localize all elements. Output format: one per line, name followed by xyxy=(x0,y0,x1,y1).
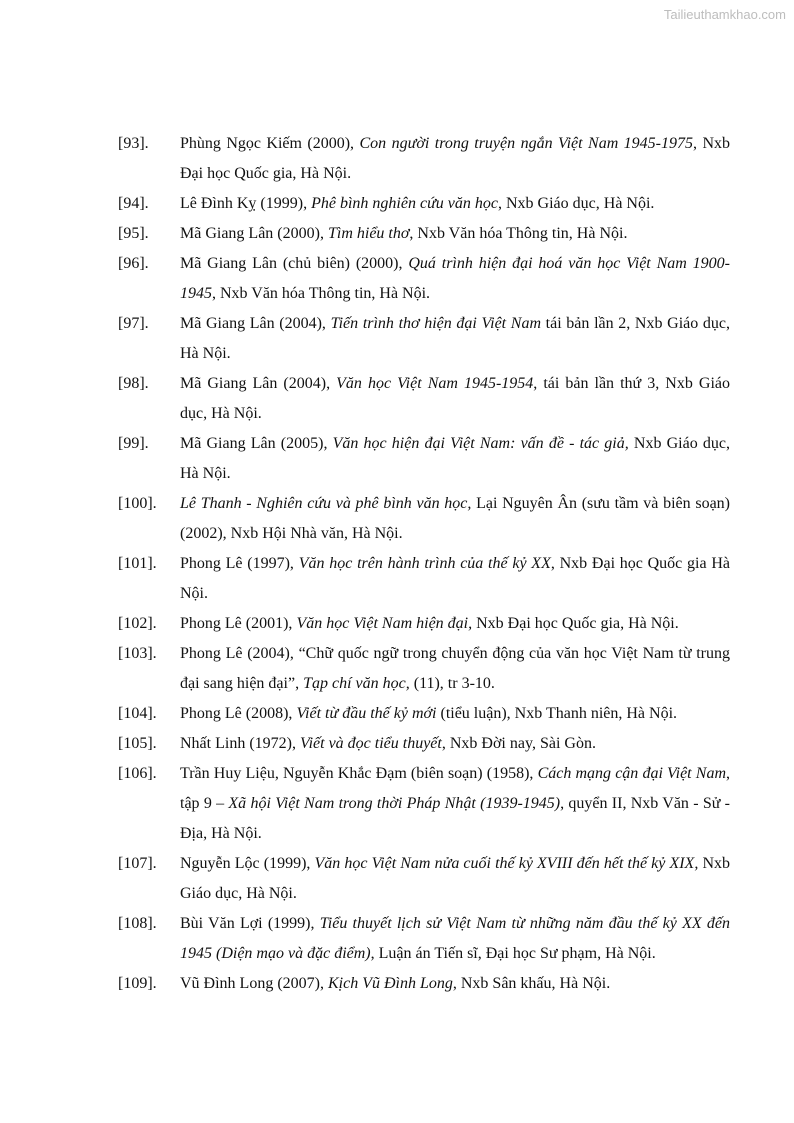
watermark: Tailieuthamkhao.com xyxy=(663,7,786,22)
reference-number: [104]. xyxy=(118,705,157,722)
reference-segment: Mã Giang Lân (2004), xyxy=(180,315,331,332)
reference-title: Xã hội Việt Nam trong thời Pháp Nhật (1939-1945) xyxy=(228,795,561,812)
reference-segment: Nguyễn Lộc (1999), xyxy=(180,855,315,872)
reference-text xyxy=(180,369,730,429)
reference-segment: Nxb Giáo dục, Hà Nội. xyxy=(180,855,731,902)
reference-title: Viết và đọc tiểu thuyết xyxy=(299,735,442,752)
reference-entry xyxy=(118,219,730,249)
reference-number: [103]. xyxy=(118,645,157,662)
reference-segment: Phong Lê (2001), xyxy=(180,615,297,632)
reference-segment: Mã Giang Lân (chủ biên) (2000), xyxy=(180,255,409,272)
reference-segment: Nxb Đại học Quốc gia, Hà Nội. xyxy=(472,615,679,632)
reference-text xyxy=(180,849,730,909)
reference-number: [100]. xyxy=(118,495,157,512)
reference-title: Văn học Việt Nam hiện đại, xyxy=(296,615,473,632)
reference-text xyxy=(180,609,730,639)
reference-number: [101]. xyxy=(118,555,157,572)
reference-number: [106]. xyxy=(118,765,157,782)
reference-entry xyxy=(118,609,730,639)
reference-title: Quá trình hiện đại hoá văn học Việt Nam 1900- 1945 xyxy=(180,255,731,302)
reference-number: [93]. xyxy=(118,135,149,152)
reference-entry xyxy=(118,969,730,999)
reference-segment: Nhất Linh (1972), xyxy=(180,735,300,752)
reference-segment: tái bản lần 2, Nxb Giáo dục, Hà Nội. xyxy=(180,315,730,362)
reference-entry xyxy=(118,759,730,849)
reference-text xyxy=(180,969,730,999)
reference-segment: (tiểu luận), Nxb Thanh niên, Hà Nội. xyxy=(436,705,678,722)
reference-text xyxy=(180,639,730,699)
reference-segment: , Luận án Tiến sĩ, Đại học Sư phạm, Hà Nội. xyxy=(370,945,656,962)
reference-segment: Phong Lê (2004), “Chữ quốc ngữ trong chuyển động của văn học Việt Nam từ trung đại sang hiện đại”, xyxy=(180,645,730,692)
reference-list xyxy=(118,129,730,999)
reference-entry xyxy=(118,699,730,729)
reference-text xyxy=(180,549,730,609)
reference-number: [109]. xyxy=(118,975,157,992)
reference-text xyxy=(180,759,730,849)
reference-segment: , Nxb Văn hóa Thông tin, Hà Nội. xyxy=(212,285,431,302)
reference-segment: Lê Đình Kỵ (1999), xyxy=(180,195,312,212)
reference-text xyxy=(180,249,730,309)
reference-entry xyxy=(118,249,730,309)
reference-title: Lê Thanh - Nghiên cứu và phê bình văn học, xyxy=(180,495,472,512)
reference-text xyxy=(180,699,730,729)
reference-title: Văn học Việt Nam nửa cuối thế kỷ XVIII đến hết thế kỷ XIX, xyxy=(314,855,699,872)
reference-text xyxy=(180,729,730,759)
reference-segment: Mã Giang Lân (2004), xyxy=(180,375,337,392)
reference-entry xyxy=(118,129,730,189)
reference-number: [102]. xyxy=(118,615,157,632)
reference-segment: , Nxb Đời nay, Sài Gòn. xyxy=(441,735,596,752)
reference-segment: Trần Huy Liệu, Nguyễn Khắc Đạm (biên soạn) (1958), xyxy=(180,765,538,782)
reference-text xyxy=(180,429,730,489)
reference-title: Văn học trên hành trình của thế kỷ XX xyxy=(298,555,551,572)
reference-number: [97]. xyxy=(118,315,149,332)
reference-segment: Nxb Giáo dục, Hà Nội. xyxy=(180,435,730,482)
reference-segment: , tái bản lần thứ 3, Nxb Giáo dục, Hà Nội. xyxy=(180,375,730,422)
reference-text xyxy=(180,129,730,189)
reference-text xyxy=(180,189,730,219)
reference-entry xyxy=(118,909,730,969)
reference-number: [107]. xyxy=(118,855,157,872)
reference-entry xyxy=(118,429,730,489)
reference-segment: Bùi Văn Lợi (1999), xyxy=(180,915,320,932)
reference-entry xyxy=(118,189,730,219)
reference-segment: Mã Giang Lân (2005), xyxy=(180,435,333,452)
reference-entry xyxy=(118,849,730,909)
reference-title: Kịch Vũ Đình Long xyxy=(327,975,453,992)
reference-segment: Phùng Ngọc Kiếm (2000), xyxy=(180,135,360,152)
reference-number: [96]. xyxy=(118,255,149,272)
reference-segment: , Nxb Sân khấu, Hà Nội. xyxy=(452,975,611,992)
reference-text xyxy=(180,909,730,969)
reference-title: Tìm hiểu thơ xyxy=(327,225,410,242)
reference-title: Viết từ đầu thế kỷ mới xyxy=(296,705,437,722)
reference-title: Văn học hiện đại Việt Nam: vấn đề - tác giả, xyxy=(332,435,629,452)
reference-segment: Phong Lê (1997), xyxy=(180,555,299,572)
reference-number: [108]. xyxy=(118,915,157,932)
reference-entry xyxy=(118,489,730,549)
reference-title: Tạp chí văn học, xyxy=(303,675,410,692)
reference-number: [99]. xyxy=(118,435,149,452)
reference-entry xyxy=(118,309,730,369)
reference-segment: Mã Giang Lân (2000), xyxy=(180,225,328,242)
reference-entry xyxy=(118,729,730,759)
reference-title: Tiến trình thơ hiện đại Việt Nam xyxy=(330,315,541,332)
reference-text xyxy=(180,309,730,369)
reference-entry xyxy=(118,369,730,429)
reference-segment: Vũ Đình Long (2007), xyxy=(180,975,328,992)
reference-segment: Phong Lê (2008), xyxy=(180,705,297,722)
reference-number: [98]. xyxy=(118,375,149,392)
reference-title: Văn học Việt Nam 1945-1954 xyxy=(336,375,534,392)
reference-segment: , Nxb Giáo dục, Hà Nội. xyxy=(498,195,655,212)
reference-number: [95]. xyxy=(118,225,149,242)
reference-text xyxy=(180,489,730,549)
reference-segment: , tập 9 – xyxy=(180,765,731,812)
reference-entry xyxy=(118,639,730,699)
reference-entry xyxy=(118,549,730,609)
reference-segment: , Nxb Văn hóa Thông tin, Hà Nội. xyxy=(409,225,628,242)
reference-segment: , Nxb Đại học Quốc gia Hà Nội. xyxy=(180,555,730,602)
reference-number: [105]. xyxy=(118,735,157,752)
reference-title: Con người trong truyện ngắn Việt Nam 1945-1975 xyxy=(359,135,694,152)
reference-segment: , Nxb Đại học Quốc gia, Hà Nội. xyxy=(180,135,731,182)
reference-segment: Lại Nguyên Ân (sưu tầm và biên soạn) (2002), Nxb Hội Nhà văn, Hà Nội. xyxy=(180,495,731,542)
reference-number: [94]. xyxy=(118,195,149,212)
reference-title: Cách mạng cận đại Việt Nam xyxy=(537,765,727,782)
reference-title: Tiểu thuyết lịch sử Việt Nam từ những năm đầu thế kỷ XX đến 1945 (Diện mạo và đặc điểm) xyxy=(180,915,730,962)
reference-text xyxy=(180,219,730,249)
reference-segment: (11), tr 3-10. xyxy=(409,675,495,692)
reference-title: Phê bình nghiên cứu văn học xyxy=(311,195,498,212)
reference-segment: , quyển II, Nxb Văn - Sử - Địa, Hà Nội. xyxy=(180,795,731,842)
